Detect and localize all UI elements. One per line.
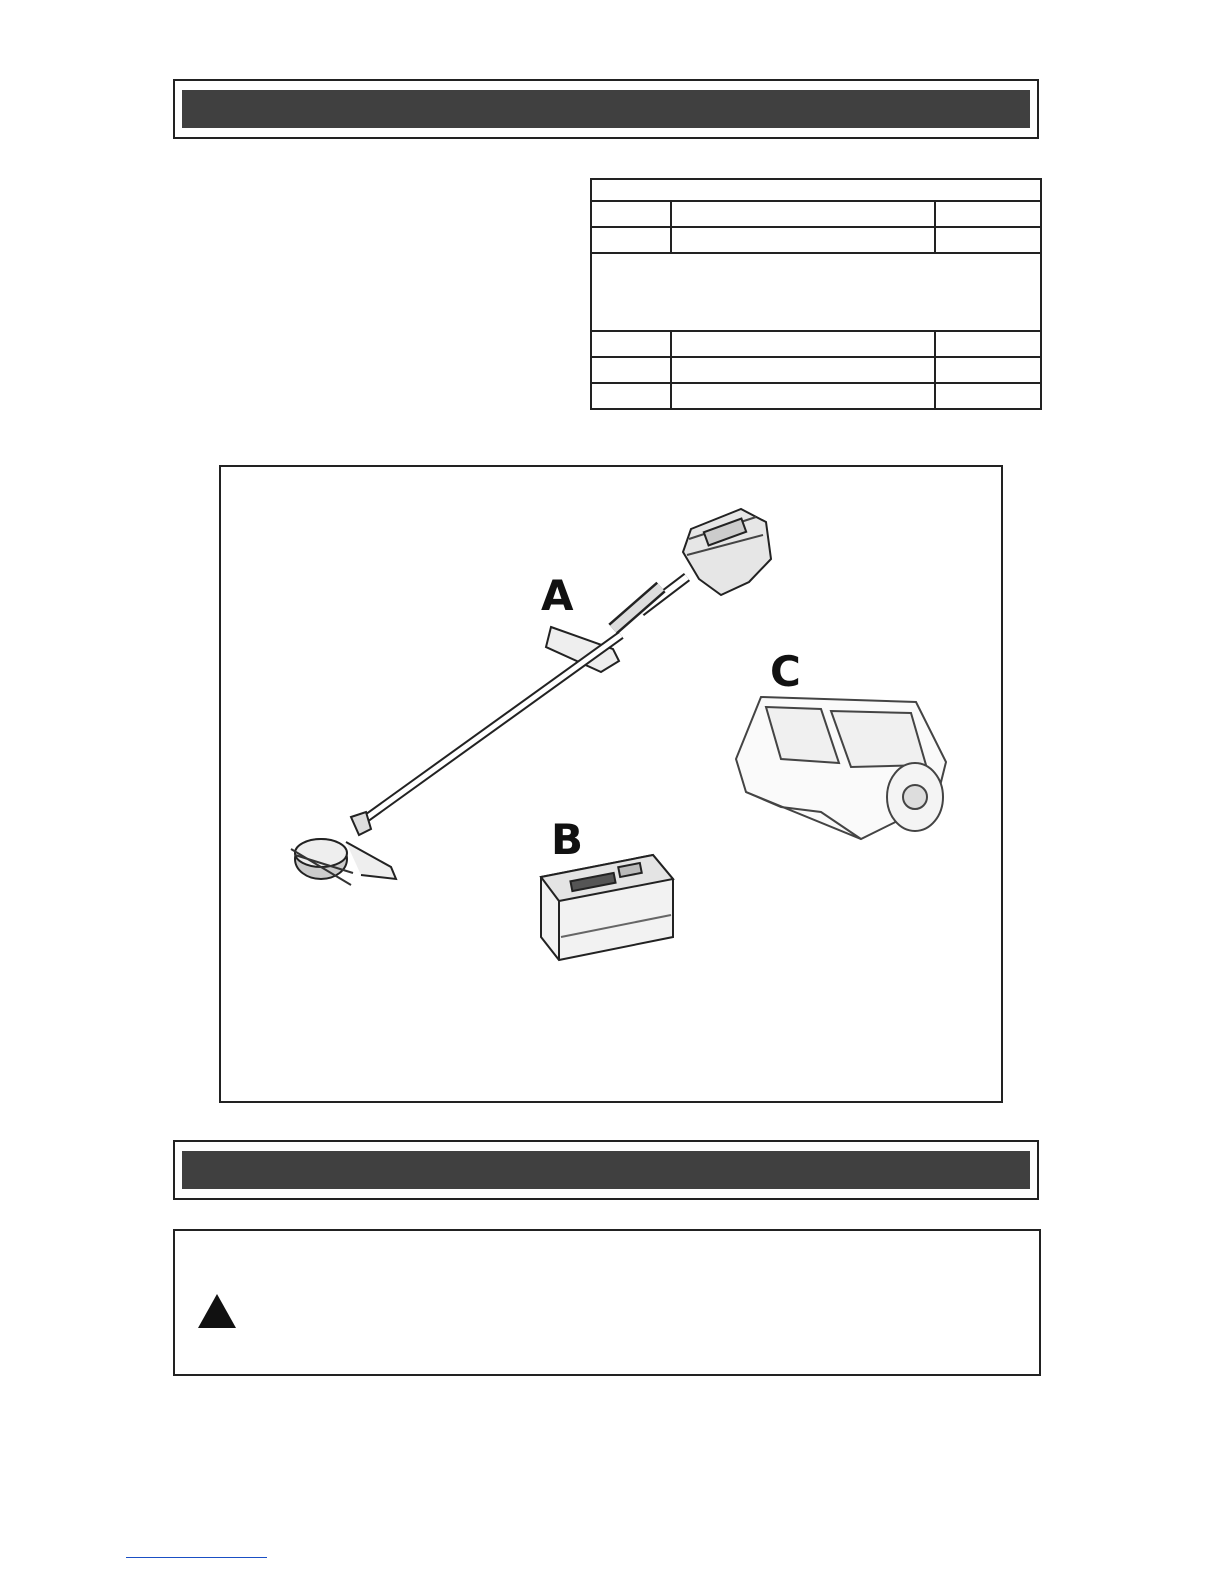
section-banner-top	[173, 79, 1039, 139]
part-name-cell	[671, 201, 935, 227]
parts-table	[590, 178, 1042, 410]
table-row	[591, 331, 1041, 357]
part-name-cell	[671, 331, 935, 357]
figure-label-a: A	[541, 571, 574, 620]
parts-table-note	[591, 253, 1041, 331]
part-key-cell	[591, 201, 671, 227]
part-qty-cell	[935, 357, 1041, 383]
figure-label-b: B	[551, 815, 584, 864]
table-row	[591, 383, 1041, 409]
product-figure	[219, 465, 1003, 1103]
section-banner-top-fill	[182, 90, 1030, 128]
part-name-cell	[671, 227, 935, 253]
battery-drawing	[541, 855, 673, 960]
parts-table-header	[591, 179, 1041, 201]
part-key-cell	[591, 383, 671, 409]
table-row	[591, 201, 1041, 227]
part-qty-cell	[935, 227, 1041, 253]
figure-label-c: C	[770, 647, 801, 696]
product-illustration	[221, 467, 1001, 1101]
charger-drawing	[736, 697, 946, 839]
part-qty-cell	[935, 383, 1041, 409]
table-row	[591, 227, 1041, 253]
part-name-cell	[671, 357, 935, 383]
part-key-cell	[591, 357, 671, 383]
section-banner-bottom-fill	[182, 1151, 1030, 1189]
parts-table-header-row	[591, 179, 1041, 201]
part-key-cell	[591, 331, 671, 357]
footer-link[interactable]	[126, 1557, 267, 1558]
part-name-cell	[671, 383, 935, 409]
part-qty-cell	[935, 201, 1041, 227]
warning-box	[173, 1229, 1041, 1376]
parts-table-note-row	[591, 253, 1041, 331]
part-key-cell	[591, 227, 671, 253]
table-row	[591, 357, 1041, 383]
part-qty-cell	[935, 331, 1041, 357]
warning-triangle-icon	[197, 1293, 237, 1329]
section-banner-bottom	[173, 1140, 1039, 1200]
string-trimmer-drawing	[291, 509, 771, 885]
